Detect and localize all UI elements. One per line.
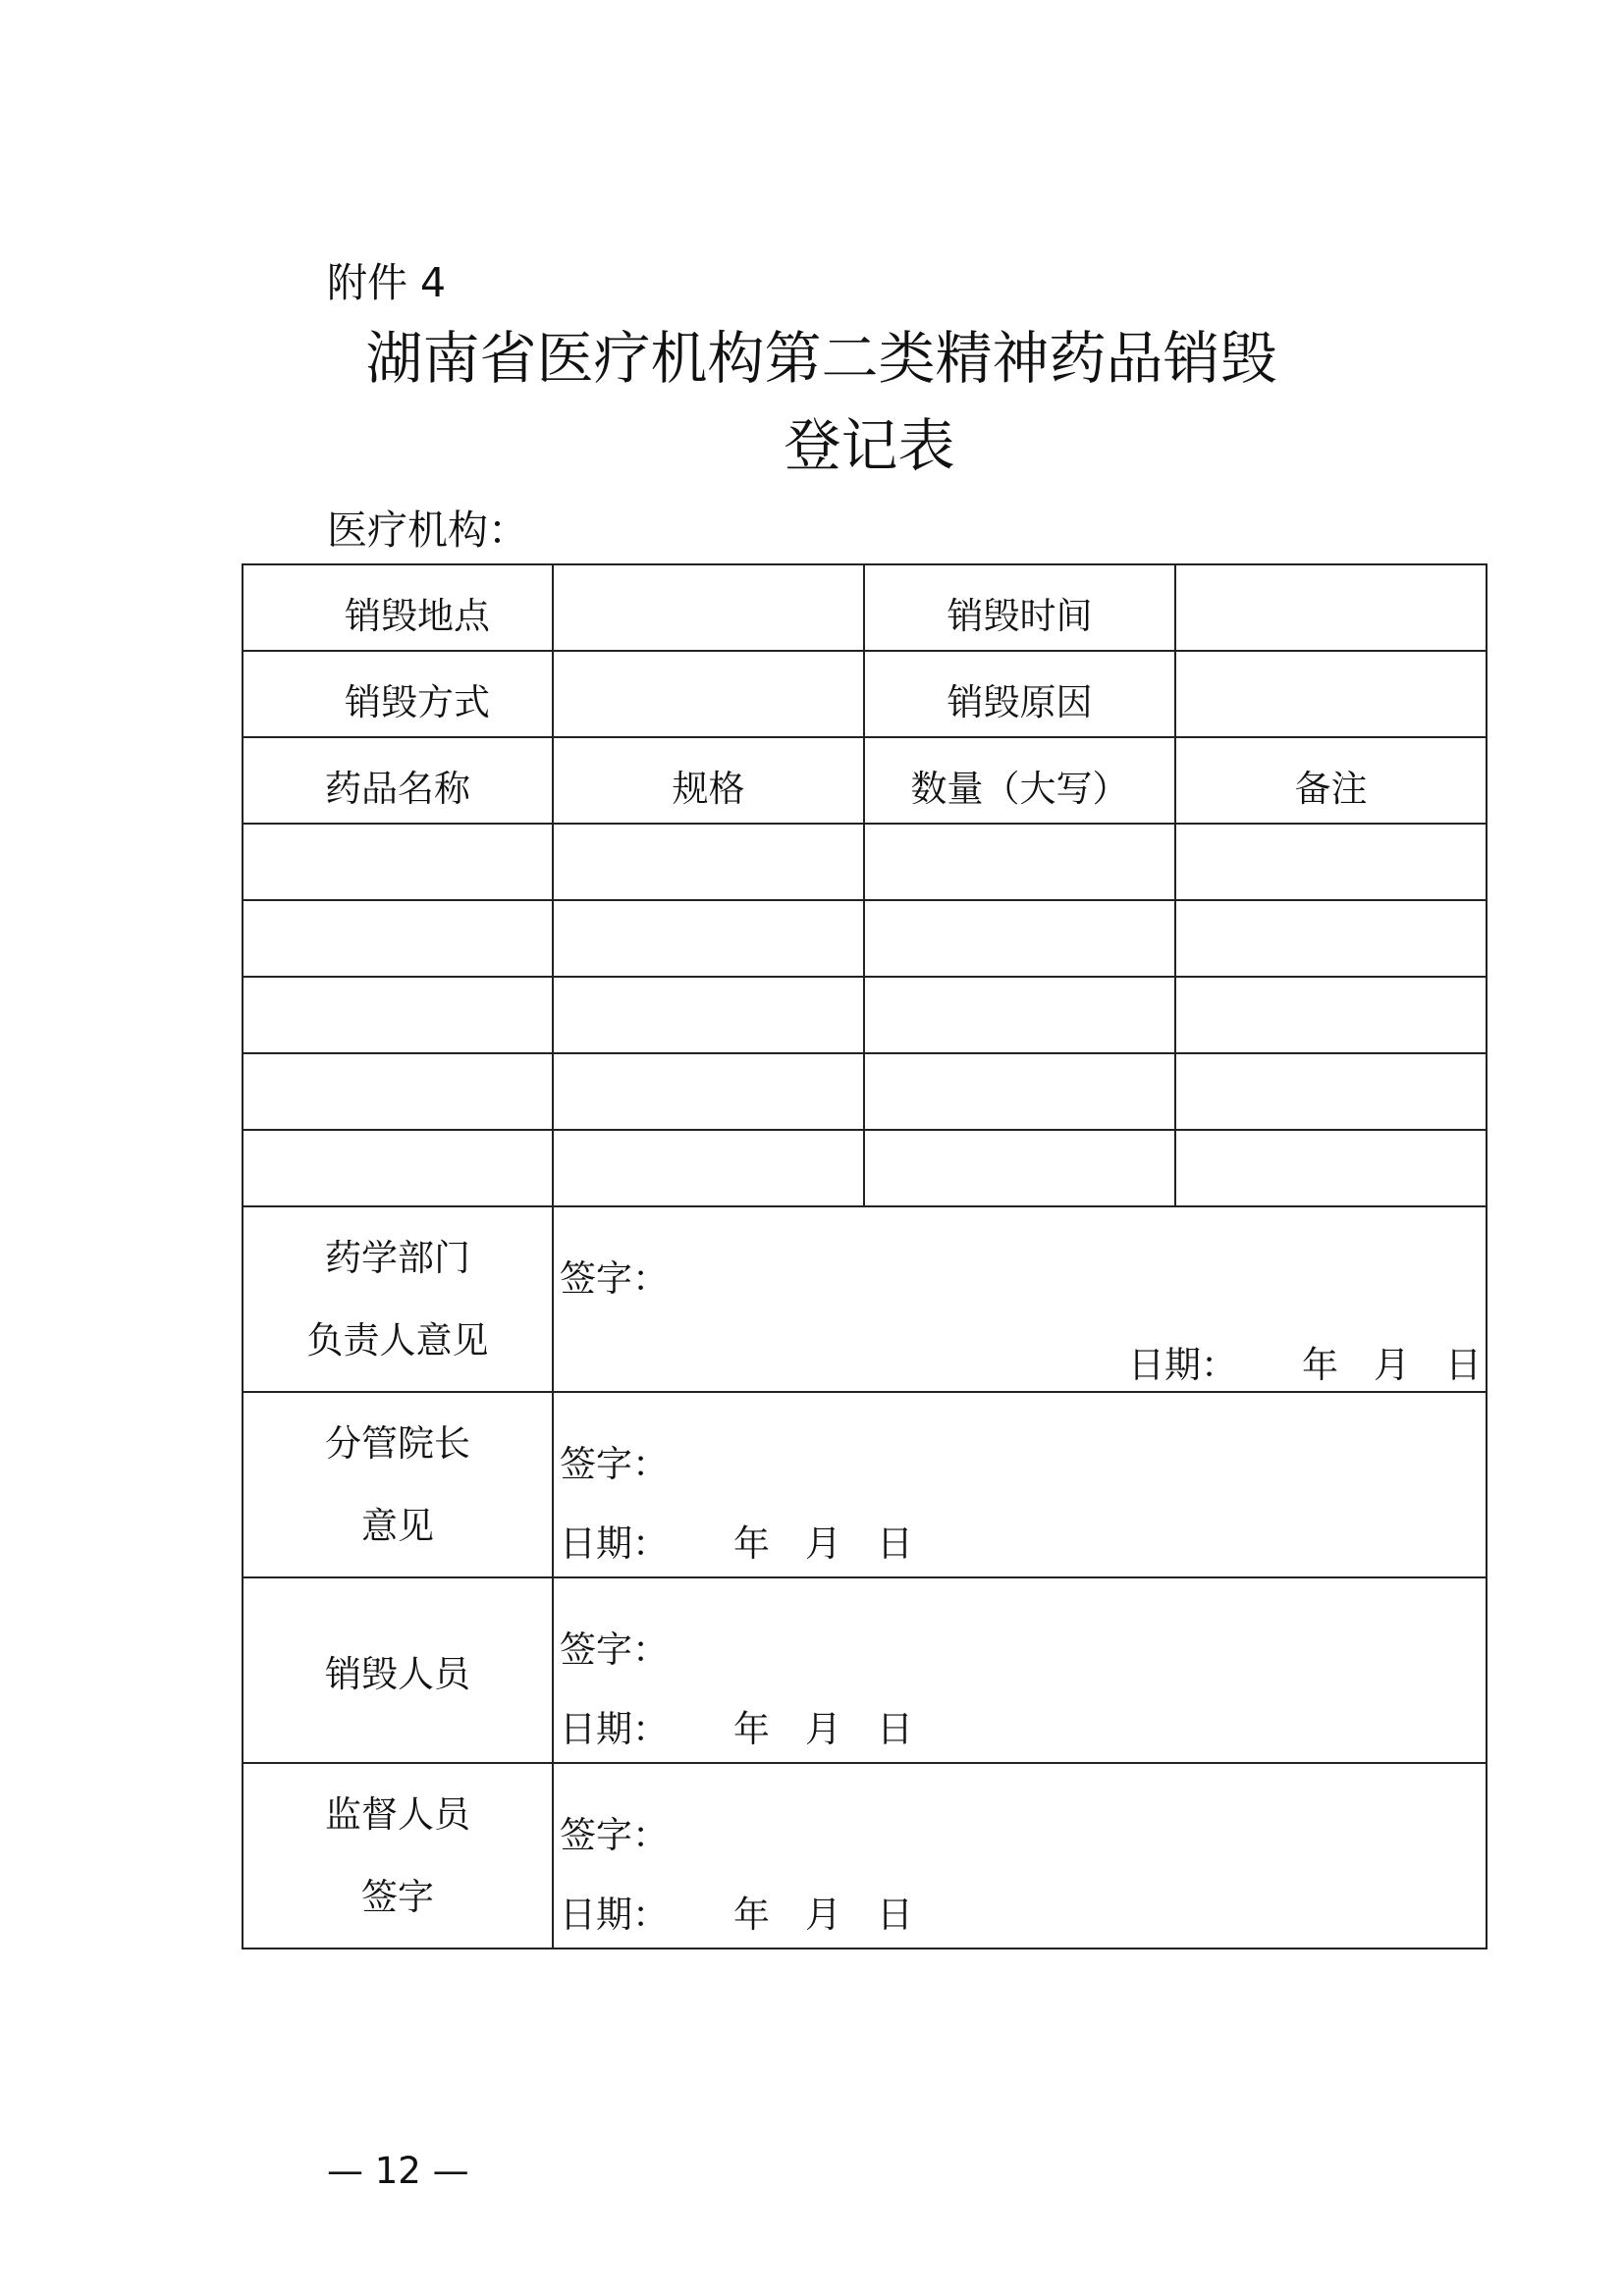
- table-row: [243, 1130, 1487, 1206]
- spec-cell[interactable]: [553, 824, 864, 900]
- page-number: — 12 —: [327, 2150, 469, 2192]
- month-label: 月: [805, 1708, 841, 1750]
- signature-label: 签字：: [560, 1629, 669, 1671]
- column-header-drug-name: 药品名称: [243, 737, 553, 824]
- remarks-cell[interactable]: [1175, 824, 1487, 900]
- drug-name-cell[interactable]: [243, 824, 553, 900]
- table-row: [243, 824, 1487, 900]
- month-label: 月: [805, 1894, 841, 1936]
- quantity-cell[interactable]: [864, 1053, 1175, 1130]
- table-header-row: [243, 737, 1487, 824]
- destruction-register-table: [242, 563, 1488, 1949]
- year-label: 年: [733, 1708, 770, 1750]
- location-label: 销毁地点: [243, 564, 553, 651]
- spec-cell[interactable]: [553, 900, 864, 977]
- reason-label: 销毁原因: [864, 651, 1175, 737]
- drug-name-cell[interactable]: [243, 1053, 553, 1130]
- day-label: 日: [877, 1522, 913, 1565]
- signature-label: 签字：: [560, 1257, 669, 1300]
- month-label: 月: [805, 1522, 841, 1565]
- day-label: 日: [877, 1708, 913, 1750]
- table-row: [243, 900, 1487, 977]
- spec-cell[interactable]: [553, 1053, 864, 1130]
- approval-row-destroyer: [243, 1577, 1487, 1763]
- table-row: [243, 651, 1487, 737]
- drug-name-cell[interactable]: [243, 900, 553, 977]
- date-line: [560, 1885, 913, 1938]
- approval-row-vice-president: [243, 1392, 1487, 1577]
- quantity-cell[interactable]: [864, 900, 1175, 977]
- quantity-cell[interactable]: [864, 824, 1175, 900]
- vice-president-label-line1: 分管院长: [325, 1421, 470, 1465]
- date-label: 日期：: [560, 1894, 669, 1936]
- day-label: 日: [1445, 1344, 1482, 1386]
- time-field[interactable]: [1175, 564, 1487, 651]
- location-field[interactable]: [553, 564, 864, 651]
- table-row: [243, 564, 1487, 651]
- day-label: 日: [877, 1894, 913, 1936]
- pharmacy-label-line1: 药学部门: [325, 1236, 470, 1279]
- date-label: 日期：: [1128, 1344, 1237, 1386]
- vice-president-sign-area[interactable]: [553, 1392, 1487, 1577]
- spec-cell[interactable]: [553, 1130, 864, 1206]
- year-label: 年: [1302, 1344, 1338, 1386]
- column-header-quantity: 数量（大写）: [864, 737, 1175, 824]
- form-title-line2: 登记表: [784, 412, 955, 479]
- signature-label: 签字：: [560, 1443, 669, 1485]
- remarks-cell[interactable]: [1175, 1130, 1487, 1206]
- quantity-cell[interactable]: [864, 1130, 1175, 1206]
- time-label: 销毁时间: [864, 564, 1175, 651]
- supervisor-sign-area[interactable]: [553, 1763, 1487, 1949]
- remarks-cell[interactable]: [1175, 900, 1487, 977]
- date-line: [560, 1514, 913, 1567]
- method-label: 销毁方式: [243, 651, 553, 737]
- signature-label: 签字：: [560, 1814, 669, 1856]
- date-line: [560, 1699, 913, 1752]
- date-label: 日期：: [560, 1708, 669, 1750]
- vice-president-opinion-label: [243, 1392, 553, 1577]
- supervisor-label-line2: 签字: [361, 1875, 434, 1918]
- attachment-label: 附件 4: [327, 259, 447, 306]
- pharmacy-sign-area[interactable]: [553, 1206, 1487, 1392]
- table-row: [243, 1053, 1487, 1130]
- pharmacy-label-line2: 负责人意见: [306, 1318, 489, 1362]
- approval-row-pharmacy: [243, 1206, 1487, 1392]
- destroyer-sign-area[interactable]: [553, 1577, 1487, 1763]
- column-header-spec: 规格: [553, 737, 864, 824]
- drug-name-cell[interactable]: [243, 1130, 553, 1206]
- supervisor-label-line1: 监督人员: [325, 1792, 470, 1836]
- date-label: 日期：: [560, 1522, 669, 1565]
- year-label: 年: [733, 1522, 770, 1565]
- approval-row-supervisor: [243, 1763, 1487, 1949]
- year-label: 年: [733, 1894, 770, 1936]
- pharmacy-opinion-label: [243, 1206, 553, 1392]
- remarks-cell[interactable]: [1175, 1053, 1487, 1130]
- table-row: [243, 977, 1487, 1053]
- institution-label: 医疗机构：: [327, 507, 528, 554]
- date-line: [1128, 1335, 1482, 1388]
- method-field[interactable]: [553, 651, 864, 737]
- form-title-line1: 湖南省医疗机构第二类精神药品销毁: [365, 325, 1277, 392]
- month-label: 月: [1374, 1344, 1410, 1386]
- spec-cell[interactable]: [553, 977, 864, 1053]
- column-header-remarks: 备注: [1175, 737, 1487, 824]
- reason-field[interactable]: [1175, 651, 1487, 737]
- remarks-cell[interactable]: [1175, 977, 1487, 1053]
- drug-name-cell[interactable]: [243, 977, 553, 1053]
- destroyer-label: 销毁人员: [243, 1577, 553, 1763]
- supervisor-signature-label: [243, 1763, 553, 1949]
- quantity-cell[interactable]: [864, 977, 1175, 1053]
- vice-president-label-line2: 意见: [361, 1504, 434, 1547]
